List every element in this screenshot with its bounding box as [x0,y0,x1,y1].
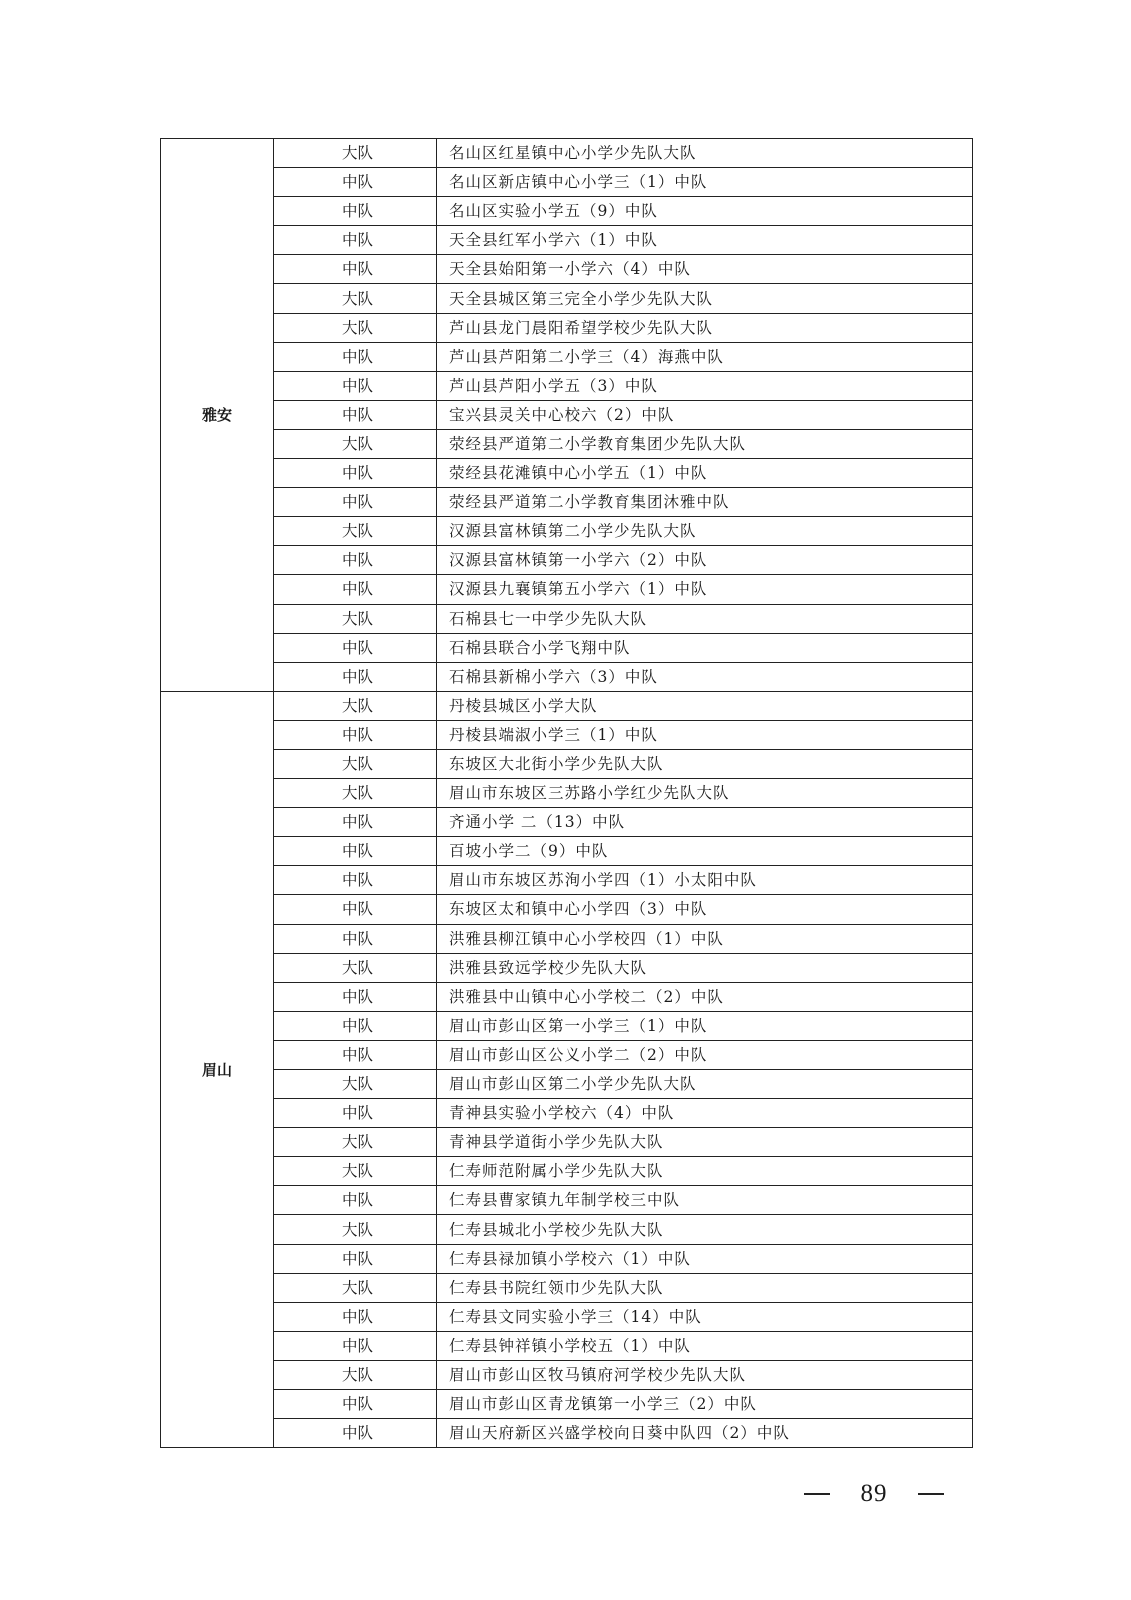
unit-type-cell: 大队 [274,517,437,546]
unit-type-cell: 大队 [274,604,437,633]
unit-name-cell: 眉山天府新区兴盛学校向日葵中队四（2）中队 [437,1419,973,1448]
unit-type-cell: 中队 [274,400,437,429]
unit-type-cell: 大队 [274,1157,437,1186]
table-row [161,1331,973,1360]
page-footer [804,1474,944,1514]
unit-name-cell: 齐通小学 二（13）中队 [437,808,973,837]
unit-name-cell: 汉源县富林镇第一小学六（2）中队 [437,546,973,575]
unit-type-cell: 中队 [274,255,437,284]
table-row [161,488,973,517]
unit-type-cell: 中队 [274,546,437,575]
region-cell: 眉山 [161,691,274,1447]
table-row [161,313,973,342]
unit-name-cell: 石棉县新棉小学六（3）中队 [437,662,973,691]
table-row [161,139,973,168]
unit-name-cell: 仁寿县钟祥镇小学校五（1）中队 [437,1331,973,1360]
unit-name-cell: 荥经县严道第二小学教育集团沐雅中队 [437,488,973,517]
table-row [161,371,973,400]
footer-dash-right [918,1493,944,1495]
table-row [161,866,973,895]
table-row [161,1215,973,1244]
unit-name-cell: 眉山市彭山区青龙镇第一小学三（2）中队 [437,1390,973,1419]
unit-name-cell: 眉山市东坡区苏洵小学四（1）小太阳中队 [437,866,973,895]
unit-name-cell: 洪雅县柳江镇中心小学校四（1）中队 [437,924,973,953]
unit-name-cell: 眉山市彭山区第二小学少先队大队 [437,1070,973,1099]
unit-name-cell: 眉山市彭山区第一小学三（1）中队 [437,1011,973,1040]
unit-name-cell: 天全县红军小学六（1）中队 [437,226,973,255]
unit-type-cell: 大队 [274,313,437,342]
table-row [161,1360,973,1389]
unit-name-cell: 丹棱县城区小学大队 [437,691,973,720]
table-row [161,517,973,546]
unit-type-cell: 中队 [274,1099,437,1128]
table-body [161,139,973,1448]
table-row [161,779,973,808]
unit-type-cell: 中队 [274,720,437,749]
unit-type-cell: 中队 [274,924,437,953]
unit-type-cell: 中队 [274,1011,437,1040]
unit-type-cell: 中队 [274,1302,437,1331]
table-row [161,429,973,458]
unit-type-cell: 中队 [274,866,437,895]
table-row [161,1157,973,1186]
unit-name-cell: 青神县学道街小学少先队大队 [437,1128,973,1157]
unit-name-cell: 眉山市彭山区牧马镇府河学校少先队大队 [437,1360,973,1389]
unit-name-cell: 天全县始阳第一小学六（4）中队 [437,255,973,284]
unit-name-cell: 东坡区大北街小学少先队大队 [437,749,973,778]
unit-name-cell: 荥经县严道第二小学教育集团少先队大队 [437,429,973,458]
table-row [161,1011,973,1040]
table-row [161,168,973,197]
table-row [161,284,973,313]
unit-name-cell: 名山区新店镇中心小学三（1）中队 [437,168,973,197]
table-row [161,924,973,953]
unit-type-cell: 大队 [274,1215,437,1244]
unit-name-cell: 芦山县龙门晨阳希望学校少先队大队 [437,313,973,342]
unit-type-cell: 中队 [274,837,437,866]
unit-type-cell: 中队 [274,808,437,837]
page-number: 89 [860,1480,888,1507]
unit-name-cell: 仁寿县曹家镇九年制学校三中队 [437,1186,973,1215]
unit-name-cell: 青神县实验小学校六（4）中队 [437,1099,973,1128]
unit-type-cell: 中队 [274,1390,437,1419]
unit-type-cell: 大队 [274,1070,437,1099]
table-row [161,1099,973,1128]
table-row [161,895,973,924]
unit-name-cell: 眉山市彭山区公义小学二（2）中队 [437,1040,973,1069]
table-row [161,749,973,778]
unit-type-cell: 大队 [274,429,437,458]
footer-dash-left [804,1493,830,1495]
table-row [161,1186,973,1215]
table-row [161,808,973,837]
table-row [161,226,973,255]
unit-type-cell: 中队 [274,895,437,924]
unit-type-cell: 大队 [274,953,437,982]
unit-type-cell: 大队 [274,749,437,778]
unit-type-cell: 中队 [274,1040,437,1069]
table-row [161,1273,973,1302]
table-row [161,691,973,720]
unit-name-cell: 丹棱县端淑小学三（1）中队 [437,720,973,749]
unit-name-cell: 石棉县七一中学少先队大队 [437,604,973,633]
table-row [161,982,973,1011]
table-row [161,400,973,429]
unit-type-cell: 大队 [274,1360,437,1389]
unit-name-cell: 汉源县九襄镇第五小学六（1）中队 [437,575,973,604]
table-row [161,575,973,604]
unit-type-cell: 中队 [274,1244,437,1273]
unit-type-cell: 中队 [274,168,437,197]
unit-type-cell: 中队 [274,371,437,400]
unit-name-cell: 仁寿县城北小学校少先队大队 [437,1215,973,1244]
unit-type-cell: 大队 [274,779,437,808]
unit-name-cell: 石棉县联合小学飞翔中队 [437,633,973,662]
unit-name-cell: 仁寿县文同实验小学三（14）中队 [437,1302,973,1331]
unit-name-cell: 东坡区太和镇中心小学四（3）中队 [437,895,973,924]
honor-list-table [160,138,973,1448]
unit-type-cell: 中队 [274,662,437,691]
unit-type-cell: 大队 [274,139,437,168]
unit-type-cell: 中队 [274,1419,437,1448]
table-row [161,720,973,749]
table-row [161,953,973,982]
table-row [161,662,973,691]
unit-name-cell: 天全县城区第三完全小学少先队大队 [437,284,973,313]
unit-type-cell: 中队 [274,226,437,255]
unit-type-cell: 中队 [274,197,437,226]
unit-type-cell: 中队 [274,1331,437,1360]
unit-type-cell: 中队 [274,575,437,604]
unit-name-cell: 仁寿师范附属小学少先队大队 [437,1157,973,1186]
unit-type-cell: 大队 [274,284,437,313]
unit-name-cell: 仁寿县禄加镇小学校六（1）中队 [437,1244,973,1273]
unit-name-cell: 芦山县芦阳第二小学三（4）海燕中队 [437,342,973,371]
table-row [161,342,973,371]
unit-name-cell: 汉源县富林镇第二小学少先队大队 [437,517,973,546]
unit-name-cell: 眉山市东坡区三苏路小学红少先队大队 [437,779,973,808]
table-row [161,197,973,226]
unit-name-cell: 百坡小学二（9）中队 [437,837,973,866]
table-row [161,633,973,662]
table-row [161,1128,973,1157]
table-row [161,546,973,575]
unit-type-cell: 中队 [274,982,437,1011]
unit-name-cell: 仁寿县书院红领巾少先队大队 [437,1273,973,1302]
table-row [161,1302,973,1331]
unit-name-cell: 洪雅县中山镇中心小学校二（2）中队 [437,982,973,1011]
table-row [161,1390,973,1419]
unit-name-cell: 洪雅县致远学校少先队大队 [437,953,973,982]
table-row [161,1419,973,1448]
table-row [161,1070,973,1099]
table-row [161,604,973,633]
unit-type-cell: 中队 [274,342,437,371]
unit-type-cell: 大队 [274,691,437,720]
unit-type-cell: 中队 [274,1186,437,1215]
unit-type-cell: 中队 [274,633,437,662]
table-row [161,1244,973,1273]
table-row [161,837,973,866]
unit-type-cell: 大队 [274,1128,437,1157]
unit-name-cell: 名山区红星镇中心小学少先队大队 [437,139,973,168]
unit-name-cell: 宝兴县灵关中心校六（2）中队 [437,400,973,429]
unit-type-cell: 大队 [274,1273,437,1302]
unit-name-cell: 荥经县花滩镇中心小学五（1）中队 [437,459,973,488]
unit-type-cell: 中队 [274,488,437,517]
unit-type-cell: 中队 [274,459,437,488]
region-cell: 雅安 [161,139,274,692]
table-row [161,255,973,284]
table-row [161,459,973,488]
unit-name-cell: 名山区实验小学五（9）中队 [437,197,973,226]
table-row [161,1040,973,1069]
unit-name-cell: 芦山县芦阳小学五（3）中队 [437,371,973,400]
